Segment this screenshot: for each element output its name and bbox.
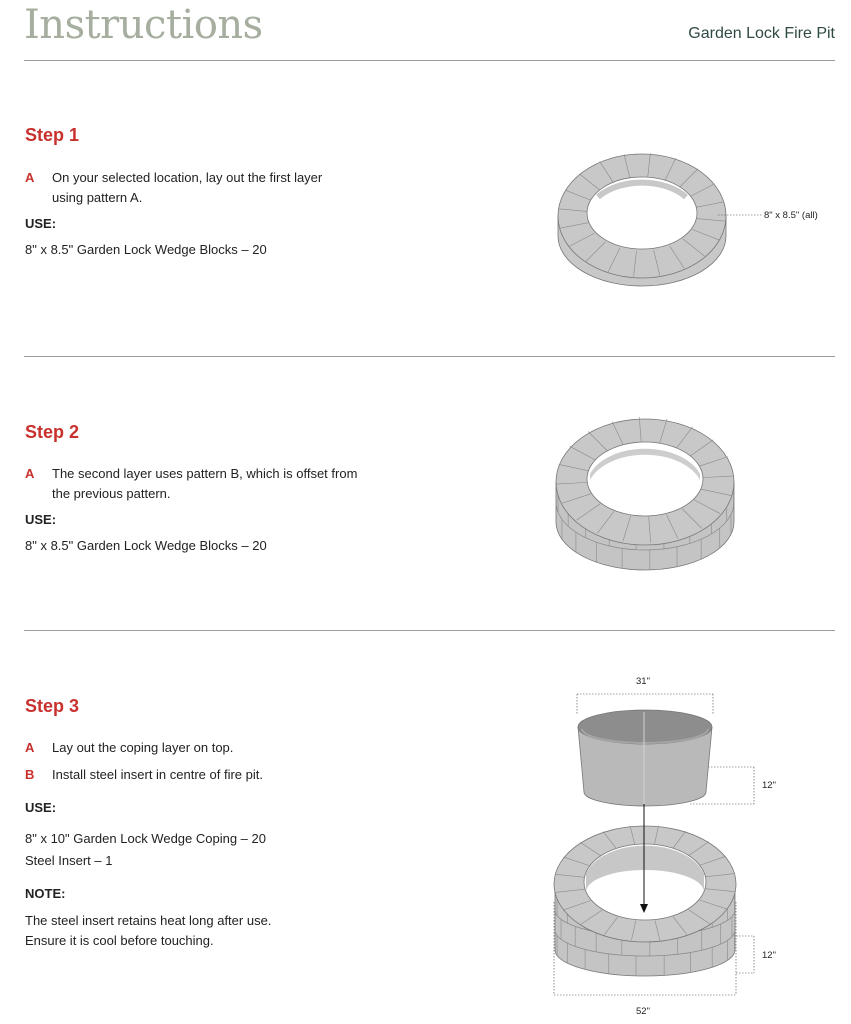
step-2-use-label: USE: — [25, 512, 57, 527]
pit-width-dimension: 52" — [636, 1006, 650, 1017]
step-1-use-label: USE: — [25, 216, 57, 231]
step-3-use-label: USE: — [25, 800, 57, 815]
step-3-note-line-1: The steel insert retains heat long after use. — [25, 913, 272, 928]
step-1-block-dimension: 8" x 8.5" (all) — [764, 210, 818, 221]
step-1-use-item: 8" x 8.5" Garden Lock Wedge Blocks – 20 — [25, 242, 267, 257]
pit-height-dimension: 12" — [762, 950, 776, 961]
step-3-note-label: NOTE: — [25, 886, 66, 901]
step-2-item-a-text: The second layer uses pattern B, which is offset from the previous pattern. — [52, 466, 358, 501]
step-3-use-item-1: 8" x 10" Garden Lock Wedge Coping – 20 — [25, 831, 266, 846]
step-3-note-line-2: Ensure it is cool before touching. — [25, 933, 214, 948]
step-3-assembly-illustration — [540, 680, 800, 1010]
step-2-use-item: 8" x 8.5" Garden Lock Wedge Blocks – 20 — [25, 538, 267, 553]
step-3-item-b-text: Install steel insert in centre of fire pit. — [52, 767, 263, 782]
insert-height-dimension: 12" — [762, 780, 776, 791]
step-3-item-a-text: Lay out the coping layer on top. — [52, 740, 234, 755]
product-name: Garden Lock Fire Pit — [688, 25, 835, 42]
insert-width-dimension: 31" — [636, 676, 650, 687]
step-2-title: Step 2 — [25, 422, 80, 442]
step-2-fire-pit-illustration — [540, 412, 760, 562]
step-3-item-b-letter: B — [25, 767, 35, 782]
step-1-divider — [24, 356, 835, 357]
step-3-title: Step 3 — [25, 696, 80, 716]
step-2-item-a-letter: A — [25, 466, 35, 481]
step-3-use-item-2: Steel Insert – 1 — [25, 853, 113, 868]
step-2-divider — [24, 630, 835, 631]
step-3-item-a-letter: A — [25, 740, 35, 755]
step-1-item-a-letter: A — [25, 170, 35, 185]
step-1-title: Step 1 — [25, 125, 80, 145]
step-1-item-a-text: On your selected location, lay out the first layer using pattern A. — [52, 170, 323, 205]
page-title: Instructions — [24, 2, 263, 48]
header-divider — [24, 60, 835, 61]
